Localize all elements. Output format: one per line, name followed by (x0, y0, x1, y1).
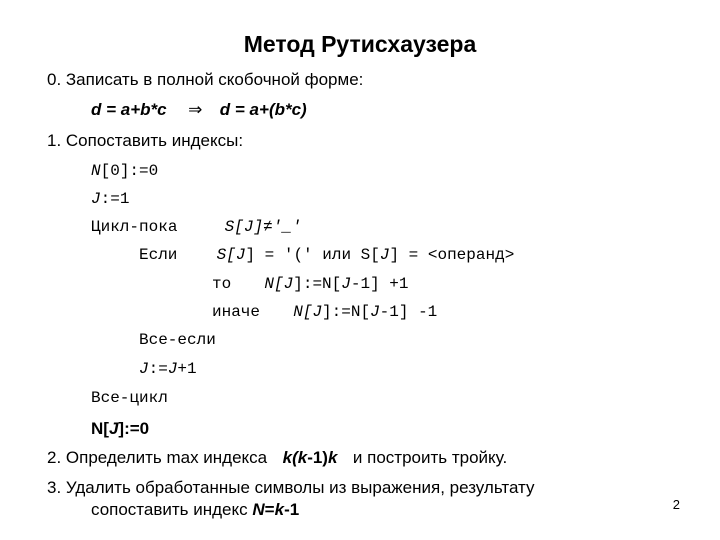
implies-icon: ⇒ (188, 100, 203, 120)
else-keyword: иначе (212, 303, 261, 321)
else-n1: N[ (293, 303, 313, 321)
algo-then (212, 274, 408, 294)
var-n: N (91, 162, 101, 180)
final-j: J (108, 419, 119, 438)
incr-end: +1 (177, 360, 197, 378)
else-end: -1] -1 (379, 303, 438, 321)
if-j1: J (235, 246, 246, 264)
if-j2: J (379, 246, 390, 264)
then-mid: ]:=N[ (293, 275, 342, 293)
init-n-rest: [0]:=0 (100, 162, 159, 180)
step-0-formula (91, 100, 307, 120)
final-rest: ]:=0 (118, 419, 150, 438)
algo-end-if: Все-если (139, 331, 216, 349)
final-n: N[ (91, 419, 109, 438)
step-2-prefix: 2. Определить max индекса (47, 448, 268, 467)
algo-if (139, 245, 514, 265)
incr-j2: J (167, 360, 178, 378)
if-keyword: Если (139, 246, 178, 264)
algo-increment-j (139, 359, 197, 379)
while-cond-post: ]≠'_' (253, 218, 302, 236)
slide-title: Метод Рутисхаузера (243, 31, 477, 57)
final-assignment (91, 419, 149, 439)
step-2-k2: k (327, 448, 338, 467)
while-keyword: Цикл-пока (91, 218, 178, 236)
algo-init-n (91, 161, 158, 181)
while-cond-pre: S[ (224, 218, 244, 236)
else-j2: J (370, 303, 380, 321)
else-j1: J (312, 303, 323, 321)
init-j-rest: :=1 (100, 190, 130, 208)
else-mid: ]:=N[ (322, 303, 371, 321)
then-j1: J (283, 275, 294, 293)
algo-while (91, 217, 301, 237)
step-3-prefix: сопоставить индекс (91, 500, 248, 519)
incr-j1: J (139, 360, 149, 378)
step-1-text: 1. Сопоставить индексы: (47, 131, 244, 150)
step-2-text (47, 448, 507, 468)
if-end: ] = <операнд> (389, 246, 515, 264)
then-n1: N[ (264, 275, 284, 293)
then-keyword: то (212, 275, 232, 293)
step-3-line1: 3. Удалить обработанные символы из выражения, результату (47, 478, 535, 497)
if-s1: S[ (216, 246, 236, 264)
algo-end-while: Все-цикл (91, 389, 168, 407)
step-3-line2 (91, 500, 299, 520)
step-0-text: 0. Записать в полной скобочной форме: (47, 70, 364, 89)
step-3-end: -1 (284, 500, 300, 519)
if-mid: ] = '(' или S[ (245, 246, 380, 264)
step-3-k: k (274, 500, 285, 519)
step-3-eq: = (264, 500, 275, 519)
incr-mid: := (148, 360, 168, 378)
step-2-k1: k(k (282, 448, 308, 467)
then-j2: J (341, 275, 351, 293)
step-2-mid: -1) (307, 448, 328, 467)
algo-else (212, 302, 437, 322)
formula-right: d = a+(b*c) (219, 100, 307, 119)
algo-init-j (91, 189, 129, 209)
formula-left: d = a+b*c (91, 100, 167, 119)
var-j: J (91, 190, 101, 208)
step-3-n: N (252, 500, 265, 519)
then-end: -1] +1 (350, 275, 409, 293)
while-cond-var: J (243, 218, 254, 236)
page-number: 2 (672, 497, 680, 512)
step-2-suffix: и построить тройку. (352, 448, 508, 467)
